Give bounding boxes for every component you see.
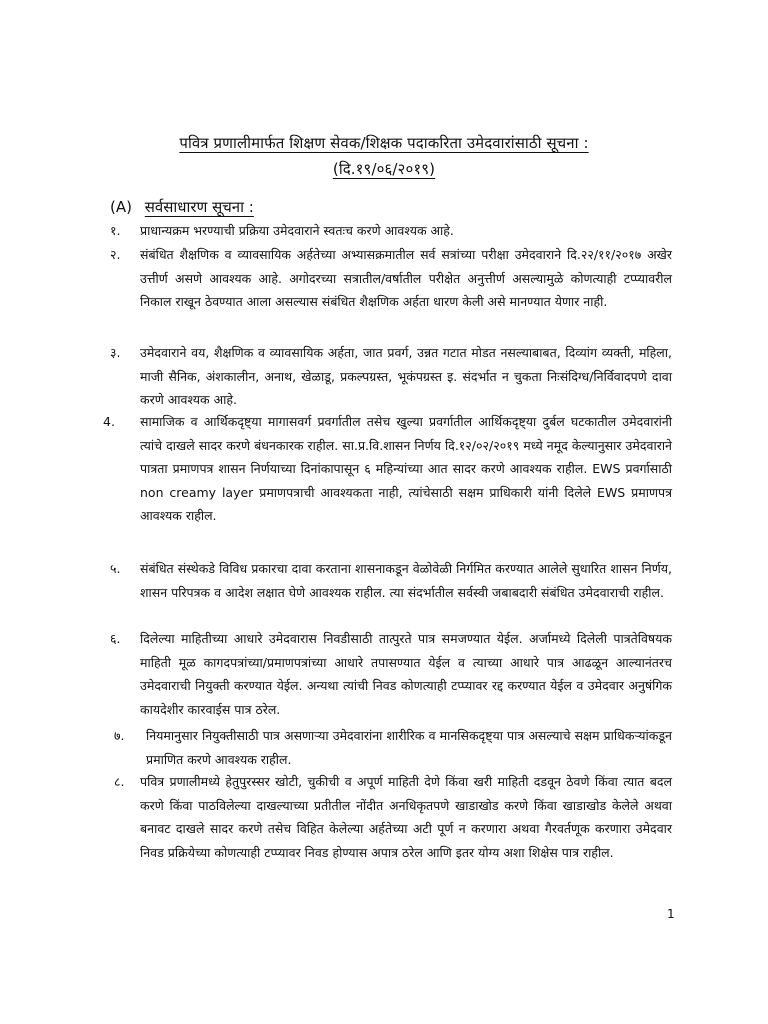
item-text: नियमानुसार नियुक्तीसाठी पात्र असणाऱ्या उमेदवारांना शारीरिक व मानसिकदृष्ट्या पात्र असल्याचे सक्षम प्राधिकऱ्यांकडून प्रमाणित करणे आवश्यक राहील. [146, 728, 672, 767]
item-number: ५. [110, 561, 121, 576]
item-text: दिलेल्या माहितीच्या आधारे उमेदवारास निवडीसाठी तात्पुरते पात्र समजण्यात येईल. अर्जामध्ये दिलेली पात्रतेविषयक माहिती मूळ कागदपत्रांच्या/प्रमाणपत्रांच्या आधारे तपासण्यात येईल व त्याच्या आधारे पात्र आढळून आल्यानंतरच उमेदवाराची नियुक्ती करण्यात येईल. अन्यथा त्यांची निवड कोणत्याही टप्प्यावर रद्द करण्यात येईल व उमेदवार अनुषंगिक कायदेशीर कारवाईस पात्र ठरेल. [140, 631, 672, 717]
item-number: 4. [103, 414, 115, 429]
item-text: प्राधान्यक्रम भरण्याची प्रक्रिया उमेदवाराने स्वतःच करणे आवश्यक आहे. [140, 223, 454, 238]
page-number: 1 [667, 907, 675, 921]
item-text: पवित्र प्रणालीमध्ये हेतुपुरस्सर खोटी, चुकीची व अपूर्ण माहिती देणे किंवा खरी माहिती दडवून ठेवणे किंवा त्यात बदल करणे किंवा पाठविलेल्या दाखल्याच्या प्रतीतील नोंदीत अनधिकृतपणे खाडाखोड करणे किंवा खाडाखोड केलेले अथवा बनावट दाखले सादर करणे तसेच विहित केलेल्या अर्हतेच्या अटी पूर्ण न करणारा अथवा गैरवर्तणूक करणारा उमेदवार निवड प्रक्रियेच्या कोणत्याही टप्प्यावर निवड होण्यास अपात्र ठरेल आणि इतर योग्य अशा शिक्षेस पात्र राहील. [140, 774, 672, 860]
item-text: सामाजिक व आर्थिकदृष्ट्या मागासवर्ग प्रवर्गातील तसेच खुल्या प्रवर्गातील आर्थिकदृष्ट्या दुर्बल घटकातील उमेदवारांनी त्यांचे दाखले सादर करणे बंधनकारक राहील. सा.प्र.वि.शासन निर्णय दि.१२/०२/२०१९ मध्ये नमूद केल्यानुसार उमेदवाराने पात्रता प्रमाणपत्र शासन निर्णयाच्या दिनांकापासून ६ महिन्यांच्या आत सादर करणे आवश्यक राहील. EWS प्रवर्गासाठी non creamy layer प्रमाणपत्राची आवश्यकता नाही, त्यांचेसाठी सक्षम प्राधिकारी यांनी दिलेले EWS प्रमाणपत्र आवश्यक राहील. [140, 414, 672, 523]
section-letter: (A) [110, 198, 132, 216]
document-title: पवित्र प्रणालीमार्फत शिक्षण सेवक/शिक्षक पदाकरिता उमेदवारांसाठी सूचना : [179, 134, 589, 152]
item-number: ७. [114, 728, 125, 743]
item-number: ३. [110, 345, 121, 360]
item-number: ६. [110, 631, 121, 646]
item-text: संबंधित संस्थेकडे विविध प्रकारचा दावा करताना शासनाकडून वेळोवेळी निर्गमित करण्यात आलेले सुधारित शासन निर्णय, शासन परिपत्रक व आदेश लक्षात घेणे आवश्यक राहील. त्या संदर्भातील सर्वस्वी जबाबदारी संबंधित उमेदवाराची राहील. [140, 561, 672, 600]
item-text: संबंधित शैक्षणिक व व्यावसायिक अर्हतेच्या अभ्यासक्रमातील सर्व सत्रांच्या परीक्षा उमेदवाराने दि.२२/११/२०१७ अखेर उत्तीर्ण असणे आवश्यक आहे. अगोदरच्या सत्रातील/वर्षातील परीक्षेत अनुत्तीर्ण असल्यामुळे कोणत्याही टप्प्यावरील निकाल राखून ठेवण्यात आला असल्यास संबंधित शैक्षणिक अर्हता धारण केली असे मानण्यात येणार नाही. [140, 247, 672, 309]
section-title: सर्वसाधारण सूचना : [144, 198, 254, 216]
item-number: ८. [114, 774, 125, 789]
document-date: (दि.१९/०६/२०१९) [332, 160, 436, 178]
item-text: उमेदवाराने वय, शैक्षणिक व व्यावसायिक अर्हता, जात प्रवर्ग, उन्नत गटात मोडत नसल्याबाबत, दिव्यांग व्यक्ती, महिला, माजी सैनिक, अंशकालीन, अनाथ, खेळाडू, प्रकल्पग्रस्त, भूकंपग्रस्त इ. संदर्भात न चुकता निःसंदिग्ध/निर्विवादपणे दावा करणे आवश्यक आहे. [140, 345, 672, 407]
item-number: २. [110, 247, 121, 262]
item-number: १. [110, 223, 121, 238]
section-heading [110, 197, 254, 217]
